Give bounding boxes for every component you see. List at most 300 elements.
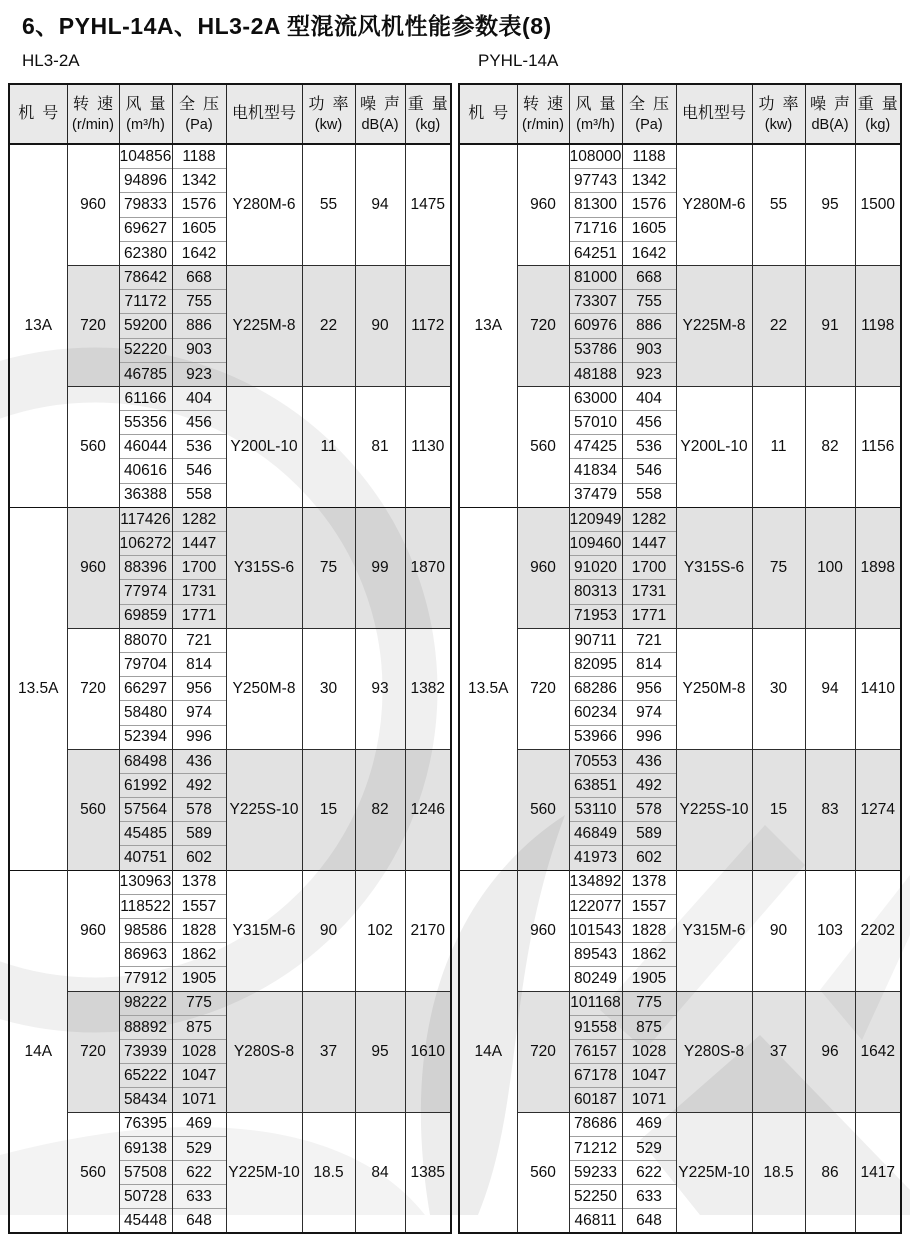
cell-flow: 71212	[569, 1136, 622, 1160]
cell-weight: 1870	[405, 507, 451, 628]
cell-power: 18.5	[752, 1112, 805, 1233]
cell-pressure: 622	[172, 1160, 226, 1184]
cell-noise: 93	[355, 628, 405, 749]
cell-flow: 63000	[569, 386, 622, 410]
cell-flow: 52220	[119, 338, 172, 362]
cell-pressure: 956	[172, 677, 226, 701]
cell-motor-model: Y225S-10	[226, 749, 302, 870]
col-header-speed: 转 速 (r/min)	[517, 84, 569, 144]
cell-pressure: 529	[622, 1136, 676, 1160]
cell-weight: 1410	[855, 628, 901, 749]
cell-flow: 67178	[569, 1064, 622, 1088]
cell-motor-model: Y250M-8	[226, 628, 302, 749]
cell-motor-model: Y315M-6	[676, 870, 752, 991]
cell-machine-no: 13.5A	[459, 507, 517, 870]
cell-flow: 46849	[569, 822, 622, 846]
cell-flow: 40616	[119, 459, 172, 483]
col-header-flow: 风 量 (m³/h)	[119, 84, 172, 144]
col-header-machine-no: 机 号	[9, 84, 67, 144]
cell-pressure: 1188	[622, 144, 676, 169]
col-header-pressure: 全 压 (Pa)	[622, 84, 676, 144]
table-row	[459, 507, 901, 531]
cell-pressure: 1700	[622, 556, 676, 580]
cell-pressure: 1342	[172, 169, 226, 193]
cell-pressure: 1771	[172, 604, 226, 628]
cell-pressure: 404	[622, 386, 676, 410]
cell-weight: 1172	[405, 265, 451, 386]
cell-noise: 103	[805, 870, 855, 991]
cell-weight: 1274	[855, 749, 901, 870]
cell-pressure: 1576	[622, 193, 676, 217]
cell-pressure: 536	[622, 435, 676, 459]
cell-flow: 122077	[569, 894, 622, 918]
cell-power: 15	[752, 749, 805, 870]
cell-pressure: 1642	[172, 241, 226, 265]
cell-noise: 102	[355, 870, 405, 991]
cell-motor-model: Y315M-6	[226, 870, 302, 991]
table-row	[459, 991, 901, 1015]
cell-flow: 57564	[119, 798, 172, 822]
cell-flow: 81000	[569, 265, 622, 289]
table-row	[459, 870, 901, 894]
cell-flow: 36388	[119, 483, 172, 507]
cell-pressure: 1447	[622, 532, 676, 556]
cell-pressure: 1905	[622, 967, 676, 991]
cell-flow: 73307	[569, 290, 622, 314]
cell-pressure: 1378	[622, 870, 676, 894]
cell-speed: 720	[517, 265, 569, 386]
table-row	[9, 1112, 451, 1136]
cell-pressure: 404	[172, 386, 226, 410]
cell-flow: 53966	[569, 725, 622, 749]
cell-flow: 104856	[119, 144, 172, 169]
cell-pressure: 648	[172, 1209, 226, 1234]
cell-machine-no: 14A	[459, 870, 517, 1233]
cell-pressure: 1342	[622, 169, 676, 193]
cell-flow: 45485	[119, 822, 172, 846]
cell-speed: 560	[517, 749, 569, 870]
cell-pressure: 1771	[622, 604, 676, 628]
cell-power: 75	[302, 507, 355, 628]
table-row	[9, 265, 451, 289]
cell-pressure: 721	[172, 628, 226, 652]
cell-pressure: 436	[172, 749, 226, 773]
cell-flow: 81300	[569, 193, 622, 217]
cell-pressure: 1731	[622, 580, 676, 604]
cell-pressure: 1700	[172, 556, 226, 580]
cell-noise: 96	[805, 991, 855, 1112]
cell-pressure: 558	[172, 483, 226, 507]
cell-pressure: 648	[622, 1209, 676, 1234]
cell-flow: 79833	[119, 193, 172, 217]
cell-motor-model: Y225M-8	[676, 265, 752, 386]
cell-pressure: 721	[622, 628, 676, 652]
cell-pressure: 1828	[172, 919, 226, 943]
cell-pressure: 1605	[622, 217, 676, 241]
cell-flow: 52250	[569, 1185, 622, 1209]
cell-power: 30	[302, 628, 355, 749]
cell-flow: 80313	[569, 580, 622, 604]
cell-pressure: 875	[172, 1015, 226, 1039]
cell-speed: 720	[67, 265, 119, 386]
cell-flow: 63851	[569, 773, 622, 797]
cell-speed: 560	[67, 1112, 119, 1233]
cell-flow: 53110	[569, 798, 622, 822]
cell-weight: 1246	[405, 749, 451, 870]
cell-weight: 1610	[405, 991, 451, 1112]
table-section-pyhl-14a	[458, 50, 900, 1234]
cell-power: 11	[302, 386, 355, 507]
cell-flow: 77912	[119, 967, 172, 991]
cell-speed: 560	[67, 386, 119, 507]
cell-pressure: 546	[172, 459, 226, 483]
tables-row	[8, 50, 900, 1234]
cell-flow: 60976	[569, 314, 622, 338]
cell-flow: 69627	[119, 217, 172, 241]
cell-power: 11	[752, 386, 805, 507]
cell-pressure: 1828	[622, 919, 676, 943]
cell-flow: 98586	[119, 919, 172, 943]
table-row	[9, 507, 451, 531]
cell-speed: 560	[67, 749, 119, 870]
cell-weight: 1642	[855, 991, 901, 1112]
cell-pressure: 923	[172, 362, 226, 386]
cell-flow: 52394	[119, 725, 172, 749]
cell-machine-no: 13A	[9, 144, 67, 507]
cell-flow: 69138	[119, 1136, 172, 1160]
cell-noise: 91	[805, 265, 855, 386]
cell-noise: 94	[355, 144, 405, 265]
cell-speed: 720	[517, 628, 569, 749]
cell-flow: 90711	[569, 628, 622, 652]
table-row	[459, 628, 901, 652]
cell-flow: 91020	[569, 556, 622, 580]
cell-machine-no: 13.5A	[9, 507, 67, 870]
cell-noise: 84	[355, 1112, 405, 1233]
cell-flow: 88070	[119, 628, 172, 652]
cell-pressure: 469	[622, 1112, 676, 1136]
cell-flow: 41834	[569, 459, 622, 483]
cell-machine-no: 13A	[459, 144, 517, 507]
cell-motor-model: Y225M-10	[226, 1112, 302, 1233]
cell-pressure: 996	[622, 725, 676, 749]
cell-pressure: 633	[172, 1185, 226, 1209]
cell-pressure: 529	[172, 1136, 226, 1160]
cell-flow: 59200	[119, 314, 172, 338]
cell-power: 55	[752, 144, 805, 265]
col-header-motor-model: 电机型号	[226, 84, 302, 144]
cell-flow: 48188	[569, 362, 622, 386]
cell-pressure: 775	[172, 991, 226, 1015]
cell-speed: 960	[517, 870, 569, 991]
cell-pressure: 1447	[172, 532, 226, 556]
cell-power: 18.5	[302, 1112, 355, 1233]
cell-flow: 101168	[569, 991, 622, 1015]
cell-pressure: 1862	[622, 943, 676, 967]
cell-noise: 82	[355, 749, 405, 870]
cell-weight: 1500	[855, 144, 901, 265]
cell-pressure: 1071	[622, 1088, 676, 1112]
cell-flow: 76157	[569, 1039, 622, 1063]
cell-flow: 58480	[119, 701, 172, 725]
table-row	[9, 749, 451, 773]
cell-power: 90	[302, 870, 355, 991]
page-title: 6、PYHL-14A、HL3-2A 型混流风机性能参数表(8)	[22, 13, 552, 39]
cell-pressure: 903	[622, 338, 676, 362]
cell-weight: 1130	[405, 386, 451, 507]
cell-pressure: 996	[172, 725, 226, 749]
cell-power: 55	[302, 144, 355, 265]
cell-flow: 78642	[119, 265, 172, 289]
cell-noise: 95	[805, 144, 855, 265]
cell-flow: 41973	[569, 846, 622, 870]
cell-speed: 720	[67, 991, 119, 1112]
spec-table-hl3-2a	[8, 83, 452, 1234]
cell-pressure: 1028	[172, 1039, 226, 1063]
table-row	[459, 386, 901, 410]
cell-pressure: 875	[622, 1015, 676, 1039]
cell-pressure: 814	[622, 652, 676, 676]
cell-pressure: 492	[622, 773, 676, 797]
cell-pressure: 974	[172, 701, 226, 725]
table-row	[459, 144, 901, 169]
cell-flow: 120949	[569, 507, 622, 531]
cell-power: 37	[302, 991, 355, 1112]
cell-pressure: 1188	[172, 144, 226, 169]
cell-motor-model: Y280M-6	[676, 144, 752, 265]
cell-pressure: 1905	[172, 967, 226, 991]
cell-weight: 1382	[405, 628, 451, 749]
cell-pressure: 1731	[172, 580, 226, 604]
cell-flow: 61166	[119, 386, 172, 410]
cell-speed: 720	[67, 628, 119, 749]
cell-weight: 1475	[405, 144, 451, 265]
cell-flow: 101543	[569, 919, 622, 943]
cell-flow: 47425	[569, 435, 622, 459]
cell-flow: 71953	[569, 604, 622, 628]
cell-pressure: 622	[622, 1160, 676, 1184]
cell-pressure: 755	[622, 290, 676, 314]
cell-speed: 720	[517, 991, 569, 1112]
cell-pressure: 1862	[172, 943, 226, 967]
cell-motor-model: Y280S-8	[226, 991, 302, 1112]
col-header-weight: 重 量 (kg)	[405, 84, 451, 144]
cell-pressure: 602	[172, 846, 226, 870]
cell-pressure: 1028	[622, 1039, 676, 1063]
cell-flow: 58434	[119, 1088, 172, 1112]
cell-pressure: 1605	[172, 217, 226, 241]
cell-flow: 50728	[119, 1185, 172, 1209]
cell-noise: 94	[805, 628, 855, 749]
cell-pressure: 456	[622, 411, 676, 435]
cell-flow: 62380	[119, 241, 172, 265]
cell-pressure: 1282	[622, 507, 676, 531]
cell-motor-model: Y225S-10	[676, 749, 752, 870]
cell-flow: 46044	[119, 435, 172, 459]
cell-speed: 960	[517, 144, 569, 265]
table-row	[459, 749, 901, 773]
cell-pressure: 536	[172, 435, 226, 459]
cell-weight: 2170	[405, 870, 451, 991]
cell-flow: 37479	[569, 483, 622, 507]
cell-motor-model: Y250M-8	[676, 628, 752, 749]
cell-motor-model: Y200L-10	[676, 386, 752, 507]
cell-motor-model: Y200L-10	[226, 386, 302, 507]
col-header-pressure: 全 压 (Pa)	[172, 84, 226, 144]
cell-speed: 560	[517, 1112, 569, 1233]
cell-pressure: 886	[622, 314, 676, 338]
cell-flow: 106272	[119, 532, 172, 556]
cell-flow: 40751	[119, 846, 172, 870]
cell-pressure: 436	[622, 749, 676, 773]
cell-flow: 59233	[569, 1160, 622, 1184]
cell-pressure: 1378	[172, 870, 226, 894]
cell-pressure: 956	[622, 677, 676, 701]
cell-weight: 1156	[855, 386, 901, 507]
cell-flow: 82095	[569, 652, 622, 676]
cell-noise: 95	[355, 991, 405, 1112]
cell-flow: 108000	[569, 144, 622, 169]
table-label-hl3-2a: HL3-2A	[22, 51, 80, 70]
cell-pressure: 633	[622, 1185, 676, 1209]
cell-weight: 1898	[855, 507, 901, 628]
cell-flow: 76395	[119, 1112, 172, 1136]
cell-motor-model: Y315S-6	[676, 507, 752, 628]
cell-pressure: 668	[622, 265, 676, 289]
cell-noise: 90	[355, 265, 405, 386]
cell-flow: 53786	[569, 338, 622, 362]
cell-flow: 98222	[119, 991, 172, 1015]
cell-flow: 64251	[569, 241, 622, 265]
cell-flow: 71716	[569, 217, 622, 241]
table-row	[459, 265, 901, 289]
cell-speed: 960	[67, 870, 119, 991]
cell-flow: 68498	[119, 749, 172, 773]
cell-pressure: 1576	[172, 193, 226, 217]
cell-flow: 78686	[569, 1112, 622, 1136]
table-row	[9, 144, 451, 169]
cell-flow: 86963	[119, 943, 172, 967]
cell-noise: 81	[355, 386, 405, 507]
cell-pressure: 1282	[172, 507, 226, 531]
cell-speed: 560	[517, 386, 569, 507]
table-row	[459, 1112, 901, 1136]
cell-power: 22	[752, 265, 805, 386]
cell-flow: 88892	[119, 1015, 172, 1039]
col-header-noise: 噪 声 dB(A)	[805, 84, 855, 144]
cell-motor-model: Y225M-8	[226, 265, 302, 386]
cell-noise: 99	[355, 507, 405, 628]
cell-pressure: 578	[172, 798, 226, 822]
cell-flow: 60234	[569, 701, 622, 725]
cell-weight: 1385	[405, 1112, 451, 1233]
col-header-power: 功 率 (kw)	[752, 84, 805, 144]
col-header-flow: 风 量 (m³/h)	[569, 84, 622, 144]
cell-pressure: 589	[172, 822, 226, 846]
table-section-hl3-2a	[8, 50, 450, 1234]
col-header-noise: 噪 声 dB(A)	[355, 84, 405, 144]
cell-speed: 960	[67, 144, 119, 265]
cell-motor-model: Y225M-10	[676, 1112, 752, 1233]
cell-weight: 2202	[855, 870, 901, 991]
cell-pressure: 469	[172, 1112, 226, 1136]
cell-power: 22	[302, 265, 355, 386]
cell-flow: 134892	[569, 870, 622, 894]
cell-flow: 109460	[569, 532, 622, 556]
cell-flow: 91558	[569, 1015, 622, 1039]
cell-flow: 68286	[569, 677, 622, 701]
cell-flow: 89543	[569, 943, 622, 967]
cell-flow: 118522	[119, 894, 172, 918]
cell-flow: 94896	[119, 169, 172, 193]
cell-pressure: 492	[172, 773, 226, 797]
cell-flow: 80249	[569, 967, 622, 991]
cell-flow: 66297	[119, 677, 172, 701]
cell-flow: 88396	[119, 556, 172, 580]
cell-pressure: 1557	[622, 894, 676, 918]
table-row	[9, 628, 451, 652]
cell-speed: 960	[517, 507, 569, 628]
col-header-power: 功 率 (kw)	[302, 84, 355, 144]
cell-flow: 55356	[119, 411, 172, 435]
cell-flow: 45448	[119, 1209, 172, 1234]
cell-noise: 83	[805, 749, 855, 870]
cell-pressure: 456	[172, 411, 226, 435]
cell-flow: 117426	[119, 507, 172, 531]
cell-pressure: 775	[622, 991, 676, 1015]
cell-flow: 77974	[119, 580, 172, 604]
cell-flow: 61992	[119, 773, 172, 797]
cell-pressure: 974	[622, 701, 676, 725]
cell-power: 75	[752, 507, 805, 628]
table-row	[9, 991, 451, 1015]
cell-pressure: 602	[622, 846, 676, 870]
col-header-motor-model: 电机型号	[676, 84, 752, 144]
spec-table-pyhl-14a	[458, 83, 902, 1234]
cell-pressure: 546	[622, 459, 676, 483]
cell-pressure: 1071	[172, 1088, 226, 1112]
cell-power: 15	[302, 749, 355, 870]
cell-power: 30	[752, 628, 805, 749]
cell-machine-no: 14A	[9, 870, 67, 1233]
cell-motor-model: Y315S-6	[226, 507, 302, 628]
cell-flow: 130963	[119, 870, 172, 894]
cell-flow: 57508	[119, 1160, 172, 1184]
cell-flow: 97743	[569, 169, 622, 193]
cell-weight: 1417	[855, 1112, 901, 1233]
col-header-weight: 重 量 (kg)	[855, 84, 901, 144]
cell-noise: 86	[805, 1112, 855, 1233]
cell-flow: 71172	[119, 290, 172, 314]
cell-pressure: 923	[622, 362, 676, 386]
cell-pressure: 1642	[622, 241, 676, 265]
cell-flow: 70553	[569, 749, 622, 773]
cell-flow: 60187	[569, 1088, 622, 1112]
table-label-pyhl-14a: PYHL-14A	[478, 51, 559, 70]
table-row	[9, 870, 451, 894]
cell-flow: 69859	[119, 604, 172, 628]
cell-pressure: 1047	[172, 1064, 226, 1088]
cell-pressure: 1047	[622, 1064, 676, 1088]
col-header-speed: 转 速 (r/min)	[67, 84, 119, 144]
col-header-machine-no: 机 号	[459, 84, 517, 144]
cell-flow: 73939	[119, 1039, 172, 1063]
cell-pressure: 903	[172, 338, 226, 362]
cell-pressure: 886	[172, 314, 226, 338]
cell-motor-model: Y280S-8	[676, 991, 752, 1112]
cell-pressure: 755	[172, 290, 226, 314]
cell-weight: 1198	[855, 265, 901, 386]
